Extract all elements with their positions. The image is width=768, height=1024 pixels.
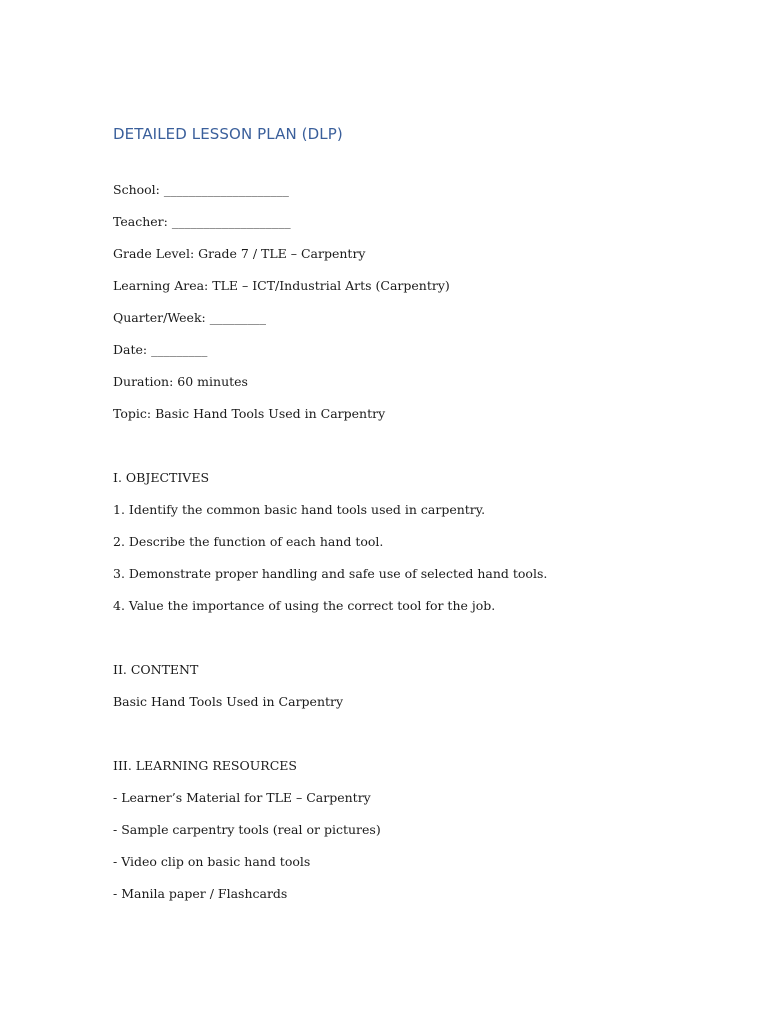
learning-resources-heading: III. LEARNING RESOURCES [113, 758, 297, 773]
school-field: School: ____________________ [113, 182, 289, 197]
resource-item: - Video clip on basic hand tools [113, 854, 311, 869]
document-title: DETAILED LESSON PLAN (DLP) [113, 125, 343, 143]
resource-item: - Manila paper / Flashcards [113, 886, 288, 901]
objective-item: 4. Value the importance of using the correct tool for the job. [113, 598, 496, 613]
duration-field: Duration: 60 minutes [113, 374, 248, 389]
objective-item: 2. Describe the function of each hand tool. [113, 534, 384, 549]
resource-item: - Learner’s Material for TLE – Carpentry [113, 790, 371, 805]
grade-level-field: Grade Level: Grade 7 / TLE – Carpentry [113, 246, 366, 261]
quarter-week-field: Quarter/Week: _________ [113, 310, 266, 325]
topic-field: Topic: Basic Hand Tools Used in Carpentry [113, 406, 386, 421]
learning-area-field: Learning Area: TLE – ICT/Industrial Arts (Carpentry) [113, 278, 450, 293]
objective-item: 1. Identify the common basic hand tools used in carpentry. [113, 502, 486, 517]
objectives-heading: I. OBJECTIVES [113, 470, 210, 485]
resource-item: - Sample carpentry tools (real or pictures) [113, 822, 381, 837]
teacher-field: Teacher: ___________________ [113, 214, 291, 229]
content-text: Basic Hand Tools Used in Carpentry [113, 694, 344, 709]
content-heading: II. CONTENT [113, 662, 199, 677]
objective-item: 3. Demonstrate proper handling and safe use of selected hand tools. [113, 566, 548, 581]
date-field: Date: _________ [113, 342, 208, 357]
